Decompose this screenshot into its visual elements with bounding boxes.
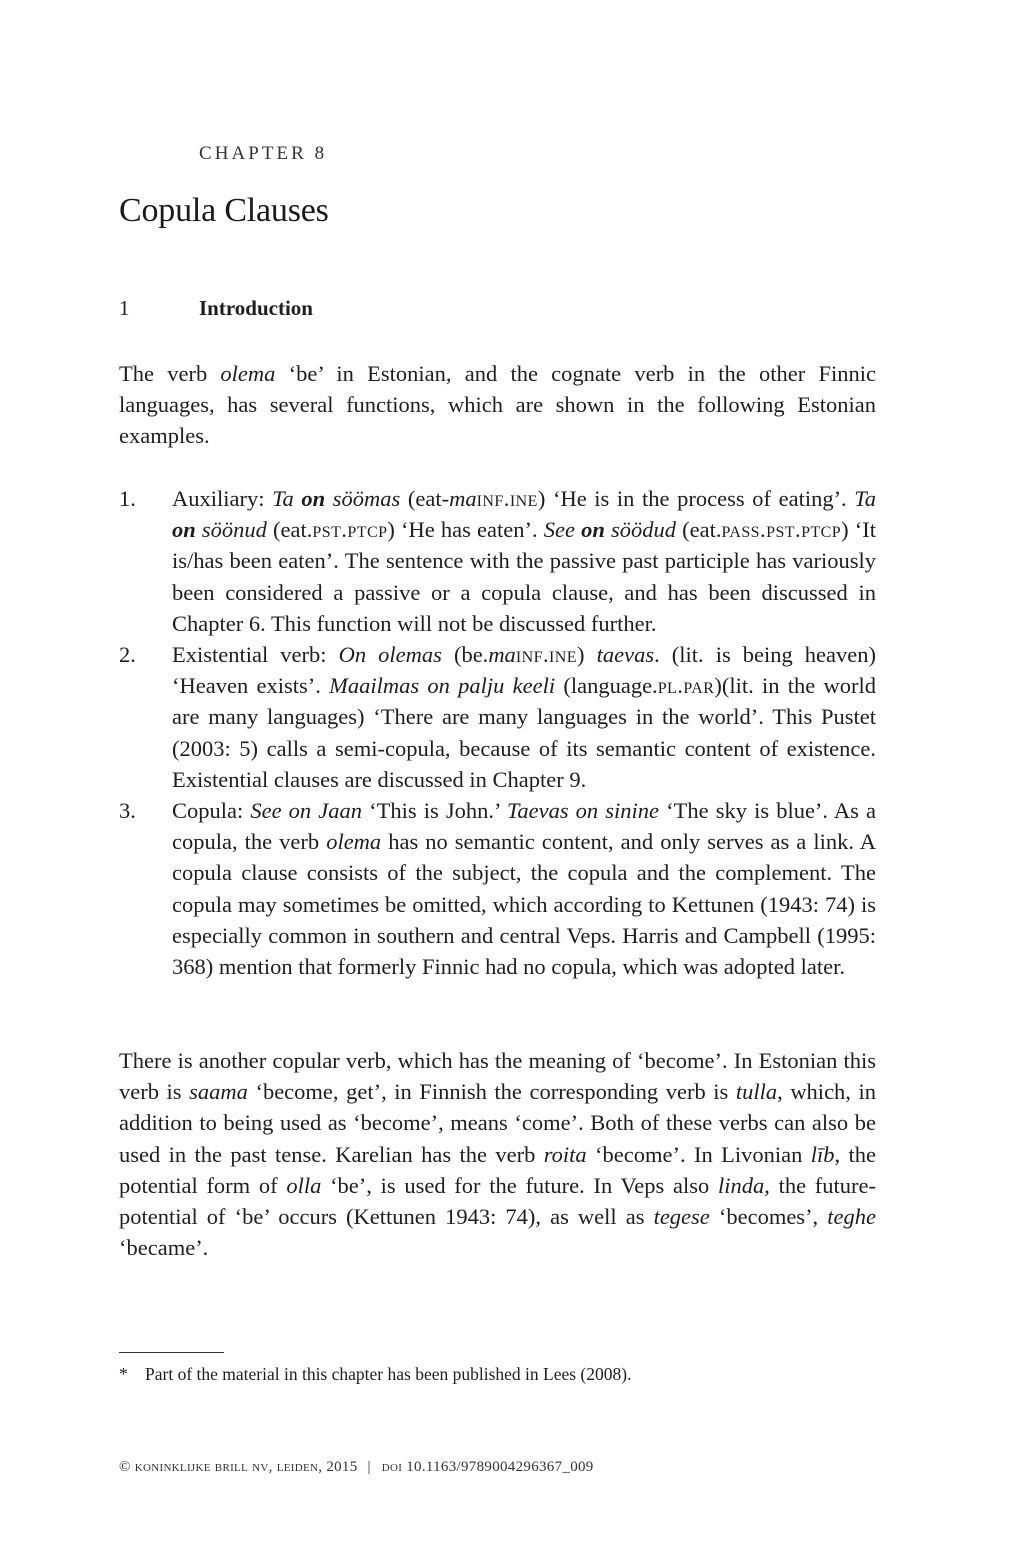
footnote: [119, 1362, 631, 1386]
chapter-label: CHAPTER 8: [199, 143, 328, 164]
function-list: [119, 483, 876, 982]
section-heading: [119, 296, 313, 321]
become-paragraph: There is another copular verb, which has the meaning of ‘become’. In Estonian this verb is saama ‘become, get’, in Finnish the corresponding verb is tulla, which, in addition to being used as ‘become’, means ‘come’. Both of these verbs can also be used in the past tense. Karelian has the verb roita ‘become’. In Livonian līb, the potential form of olla ‘be’, is used for the future. In Veps also linda, the future-potential of ‘be’ occurs (Kettunen 1943: 74), as well as tegese ‘becomes’, teghe ‘became’.: [119, 1048, 876, 1261]
doi-link[interactable]: doi 10.1163/9789004296367_009: [381, 1459, 594, 1475]
intro-paragraph: The verb olema ‘be’ in Estonian, and the cognate verb in the other Finnic languages, has several functions, which are shown in the following Estonian examples.: [119, 361, 876, 449]
section-number: 1: [119, 296, 130, 320]
copyright-notice: © koninklijke brill nv, leiden, 2015: [119, 1459, 358, 1475]
list-item: 1. Auxiliary: Ta on söömas (eat-mainf.ine) ‘He is in the process of eating’. Ta on söönud (eat.pst.ptcp) ‘He has eaten’. See on söödud (eat.pass.pst.ptcp) ‘It is/has been eaten’. The sentence with the passive past participle has variously been considered a passive or a copula clause, and has been discussed in Chapter 6. This function will not be discussed further.: [119, 483, 876, 639]
list-marker: 1.: [119, 486, 136, 511]
chapter-title: Copula Clauses: [119, 192, 329, 229]
footnote-rule: [119, 1352, 224, 1353]
list-marker: 3.: [119, 798, 136, 824]
footer-separator: |: [367, 1459, 372, 1475]
section-title: Introduction: [199, 296, 313, 320]
page-footer: [119, 1459, 594, 1476]
footnote-mark: *: [119, 1364, 128, 1384]
footnote-text: Part of the material in this chapter has been published in Lees (2008).: [145, 1364, 632, 1384]
list-item: 3. Copula: See on Jaan ‘This is John.’ Taevas on sinine ‘The sky is blue’. As a copula, the verb olema has no semantic content, and only serves as a link. A copula clause consists of the subject, the copula and the complement. The copula may sometimes be omitted, which according to Kettunen (1943: 74) is especially common in southern and central Veps. Harris and Campbell (1995: 368) mention that formerly Finnic had no copula, which was adopted later.: [119, 795, 876, 982]
list-marker: 2.: [119, 642, 136, 668]
list-item: 2. Existential verb: On olemas (be.mainf.ine) taevas. (lit. is being heaven) ‘Heaven exists’. Maailmas on palju keeli (language.pl.par)(lit. in the world are many languages) ‘There are many languages in the world’. This Pustet (2003: 5) calls a semi-copula, because of its semantic content of existence. Existential clauses are discussed in Chapter 9.: [119, 639, 876, 795]
